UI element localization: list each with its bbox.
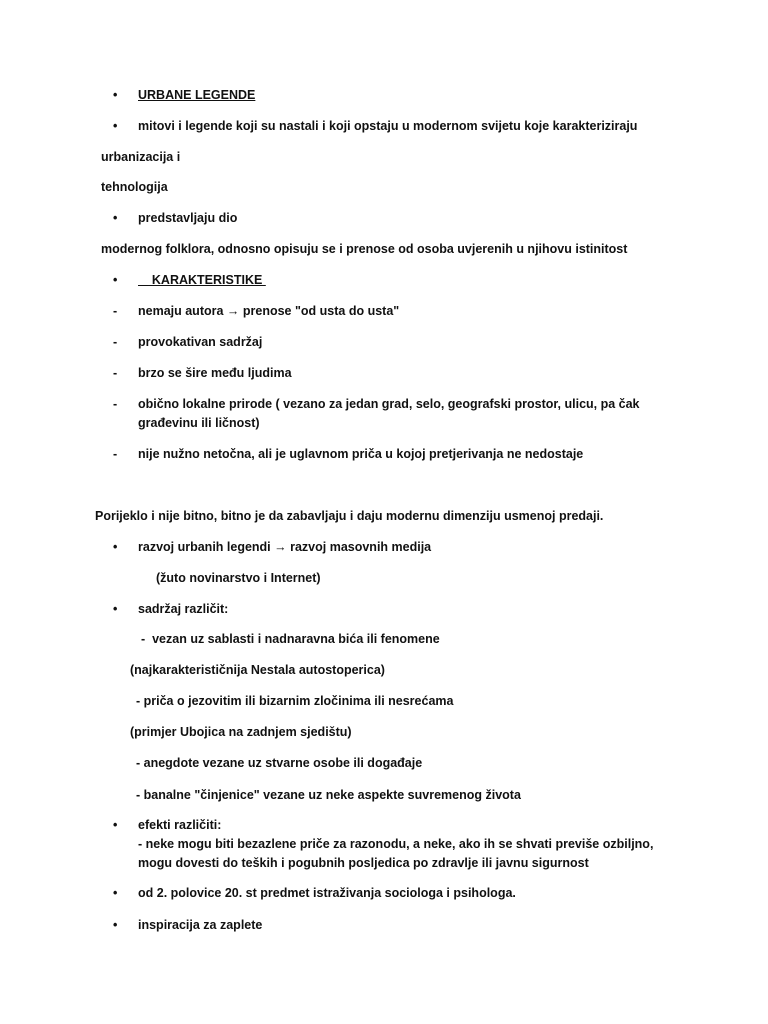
bullet-marker: • (113, 602, 118, 616)
text-line: urbanizacija i (101, 150, 181, 164)
text-line: predstavljaju dio (138, 211, 238, 225)
text-line: obično lokalne prirode ( vezano za jedan grad, selo, geografski prostor, ulicu, pa čak (138, 397, 640, 411)
section-heading-karakteristike: KARAKTERISTIKE (138, 273, 266, 287)
bullet-marker: • (113, 211, 118, 225)
text-line: - vezan uz sablasti i nadnaravna bića ili fenomene (141, 632, 440, 646)
dash-marker: - (113, 397, 118, 411)
dash-marker: - (113, 366, 118, 380)
text-line: nemaju autora → prenose "od usta do usta" (138, 304, 400, 318)
text-line: sadržaj različit: (138, 602, 229, 616)
text-line: - anegdote vezane uz stvarne osobe ili događaje (136, 756, 423, 770)
dash-marker: - (113, 447, 118, 461)
text-line: nije nužno netočna, ali je uglavnom priča u kojoj pretjerivanja ne nedostaje (138, 447, 584, 461)
text-line: (žuto novinarstvo i Internet) (156, 571, 321, 585)
bullet-marker: • (113, 918, 118, 932)
section-heading-urbane-legende: URBANE LEGENDE (138, 88, 256, 102)
text-line: razvoj urbanih legendi → razvoj masovnih medija (138, 540, 432, 554)
text-line: od 2. polovice 20. st predmet istraživanja sociologa i psihologa. (138, 886, 516, 900)
bullet-marker: • (113, 119, 118, 133)
text-line: (primjer Ubojica na zadnjem sjedištu) (130, 725, 352, 739)
dash-marker: - (113, 304, 118, 318)
text-line-continuation: - neke mogu biti bezazlene priče za razonodu, a neke, ako ih se shvati previše ozbiljno, (138, 837, 654, 851)
text-line: brzo se šire među ljudima (138, 366, 292, 380)
text-line: - banalne "činjenice" vezane uz neke aspekte suvremenog života (136, 788, 521, 802)
text-line: (najkarakterističnija Nestala autostoperica) (130, 663, 385, 677)
bullet-marker: • (113, 273, 118, 287)
text-line: provokativan sadržaj (138, 335, 263, 349)
bullet-marker: • (113, 88, 118, 102)
text-line: tehnologija (101, 180, 168, 194)
text-line: mitovi i legende koji su nastali i koji opstaju u modernom svijetu koje karakteriziraju (138, 119, 638, 133)
text-line-continuation: mogu dovesti do teških i pogubnih posljedica po zdravlje ili javnu sigurnost (138, 856, 589, 870)
bullet-marker: • (113, 886, 118, 900)
bullet-marker: • (113, 540, 118, 554)
text-line: inspiracija za zaplete (138, 918, 263, 932)
text-line: efekti različiti: (138, 818, 222, 832)
bullet-marker: • (113, 818, 118, 832)
text-line: modernog folklora, odnosno opisuju se i prenose od osoba uvjerenih u njihovu istinitost (101, 242, 628, 256)
paragraph-line: Porijeklo i nije bitno, bitno je da zabavljaju i daju modernu dimenziju usmenoj predaji. (95, 509, 604, 523)
text-line-continuation: građevinu ili ličnost) (138, 416, 260, 430)
dash-marker: - (113, 335, 118, 349)
text-line: - priča o jezovitim ili bizarnim zločinima ili nesrećama (136, 694, 454, 708)
